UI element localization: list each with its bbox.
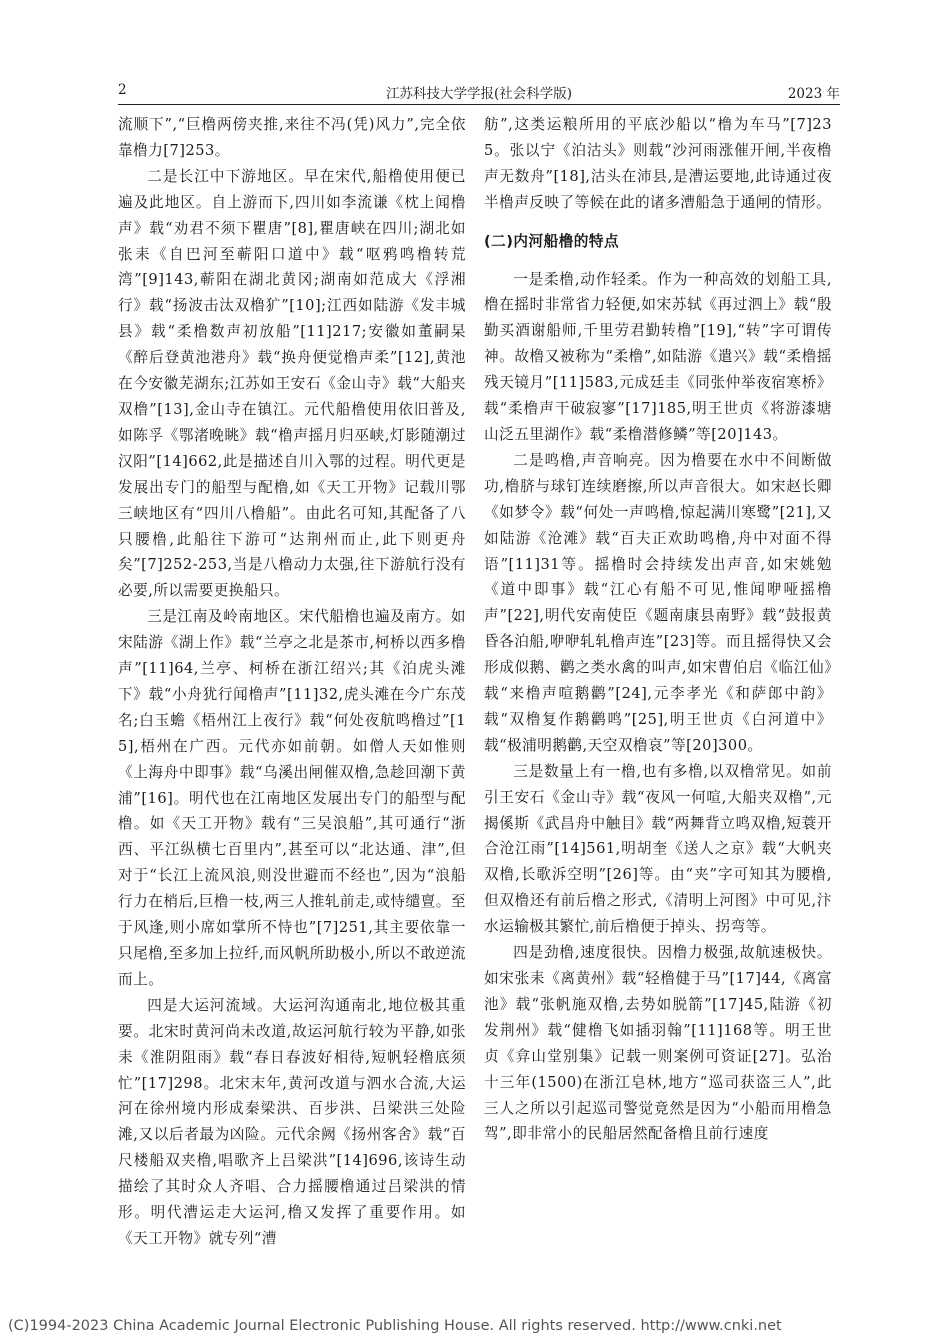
- paragraph: 三是数量上有一橹,也有多橹,以双橹常见。如前引王安石《金山寺》载“夜风一何喧,大船夹双橹”,元揭傒斯《武昌舟中触目》载“两舞背立鸣双橹,短蓑开合沧江雨”[14]561,明胡奎《送人之京》载“大帆夹双橹,长歌泝空明”[26]等。由“夹”字可知其为腰橹,但双橹还有前后橹之形式,《清明上河图》中可见,汴水运输极其繁忙,前后橹便于掉头、拐弯等。: [484, 762, 832, 936]
- paragraph: 四是劲橹,速度很快。因橹力极强,故航速极快。如宋张耒《离黄州》载“轻橹健于马”[17]44,《离富池》载“张帆施双橹,去势如脱箭”[17]45,陆游《初发荆州》载“健橹飞如插羽翰”[11]168等。明王世贞《弇山堂别集》记载一则案例可资证[27]。弘治十三年(1500)在浙江皂林,地方“巡司获盗三人”,此三人之所以引起巡司警觉竟然是因为“小船而用橹急驾”,即非常小的民船居然配备橹且前行速度: [484, 944, 832, 1143]
- paragraph: 二是长江中下游地区。早在宋代,船橹使用便已遍及此地区。自上游而下,四川如李流谦《枕上闻橹声》载“劝君不须下瞿唐”[8],瞿唐峡在四川;湖北如张耒《自巴河至蕲阳口道中》载“呕鸦鸣橹转荒湾”[9]143,蕲阳在湖北黄冈;湖南如范成大《浮湘行》载“扬波击汰双橹犷”[10];江西如陆游《发丰城县》载“柔橹数声初放船”[11]217;安徽如董嗣杲《醉后登黄池港舟》载“换舟便觉橹声柔”[12],黄池在今安徽芜湖东;江苏如王安石《金山寺》载“大船夹双橹”[13],金山寺在镇江。元代船橹使用依旧普及,如陈孚《鄂渚晚眺》载“橹声摇月归巫峡,灯影随潮过汉阳”[14]662,此是描述自川入鄂的过程。明代更是发展出专门的船型与配橹,如《天工开物》记载川鄂三峡地区有“四川八橹船”。由此名可知,其配备了八只腰橹,此船往下游可“达荆州而止,此下则更舟矣”[7]252-253,当是八橹动力太强,往下游航行没有必要,所以需要更换船只。: [118, 167, 466, 600]
- right-column: [484, 112, 832, 1147]
- left-column: [118, 112, 466, 1252]
- paragraph: 一是柔橹,动作轻柔。作为一种高效的划船工具,橹在摇时非常省力轻便,如宋苏轼《再过泗上》载“殷勤买酒谢船师,千里劳君勤转橹”[19],“转”字可谓传神。故橹又被称为“柔橹”,如陆游《遣兴》载“柔橹摇残天镜月”[11]583,元成廷圭《同张仲举夜宿寒桥》载“柔橹声干破寂寥”[17]185,明王世贞《将游漆塘山泛五里湖作》载“柔橹潜修鳞”等[20]143。: [484, 270, 832, 443]
- journal-title: 江苏科技大学学报(社会科学版): [385, 86, 573, 102]
- copyright-footer: (C)1994-2023 China Academic Journal Electronic Publishing House. All rights reserved. http://www.cnki.net: [8, 1318, 782, 1334]
- section-heading: (二)内河船橹的特点: [484, 232, 620, 250]
- publication-year: 2023 年: [787, 86, 840, 102]
- page-number: 2: [118, 82, 127, 98]
- running-header: [118, 78, 840, 105]
- paragraph: 三是江南及岭南地区。宋代船橹也遍及南方。如宋陆游《湖上作》载“兰亭之北是茶市,柯桥以西多橹声”[11]64,兰亭、柯桥在浙江绍兴;其《泊虎头滩下》载“小舟犹行闻橹声”[11]32,虎头滩在今广东茂名;白玉蟾《梧州江上夜行》载“何处夜航鸣橹过”[15],梧州在广西。元代亦如前朝。如僧人天如惟则《上海舟中即事》载“乌溪出闸催双橹,急趁回潮下黄浦”[16]。明代也在江南地区发展出专门的船型与配橹。如《天工开物》载有“三吴浪船”,其可通行“浙西、平江纵横七百里内”,甚至可以“北达通、津”,但对于“长江上流风浪,则没世避而不经也”,因为“浪船行力在梢后,巨橹一枝,两三人推轧前走,或恃缱亶。至于风逢,则小席如掌所不恃也”[7]251,其主要依靠一只尾橹,至多加上拉纤,而风帆所助极小,所以不敢逆流而上。: [118, 608, 466, 988]
- paragraph: 舫”,这类运粮所用的平底沙船以“橹为车马”[7]235。张以宁《泊沽头》则载“沙河雨涨催开闸,半夜橹声无数舟”[18],沽头在沛县,是漕运要地,此诗通过夜半橹声反映了等候在此的诸多漕船急于通闸的情形。: [484, 116, 832, 211]
- paragraph: 二是鸣橹,声音响亮。因为橹要在水中不间断做功,橹脐与球钉连续磨擦,所以声音很大。如宋赵长卿《如梦令》载“何处一声鸣橹,惊起满川寒鹭”[21],又如陆游《沧滩》载“百夫正欢助鸣橹,舟中对面不得语”[11]31等。摇橹时会持续发出声音,如宋姚勉《道中即事》载“江心有船不可见,惟闻咿哑摇橹声”[22],明代安南使臣《题南康县南野》载“鼓报黄昏各泊船,咿咿轧轧橹声连”[23]等。而且摇得快又会形成似鹅、鹳之类水禽的叫声,如宋曹伯启《临江仙》载“来橹声喧鹅鹳”[24],元李孝光《和萨郎中韵》载“双橹复作鹅鹳鸣”[25],明王世贞《白河道中》载“极浦明鹅鹳,天空双橹哀”等[20]300。: [484, 451, 832, 754]
- paragraph: 流顺下”,“巨橹两傍夹推,来往不冯(凭)风力”,完全依靠橹力[7]253。: [118, 116, 466, 159]
- paragraph: 四是大运河流域。大运河沟通南北,地位极其重要。北宋时黄河尚未改道,故运河航行较为平静,如张耒《淮阴阻雨》载“春日春波好相待,短帆轻橹底须忙”[17]298。北宋末年,黄河改道与泗水合流,大运河在徐州境内形成秦梁洪、百步洪、吕梁洪三处险滩,又以后者最为凶险。元代余阙《扬州客舍》载“百尺楼船双夹橹,唱歌齐上吕梁洪”[14]696,该诗生动描绘了其时众人齐唱、合力摇腰橹通过吕梁洪的情形。明代漕运走大运河,橹又发挥了重要作用。如《天工开物》就专列“漕: [118, 996, 466, 1247]
